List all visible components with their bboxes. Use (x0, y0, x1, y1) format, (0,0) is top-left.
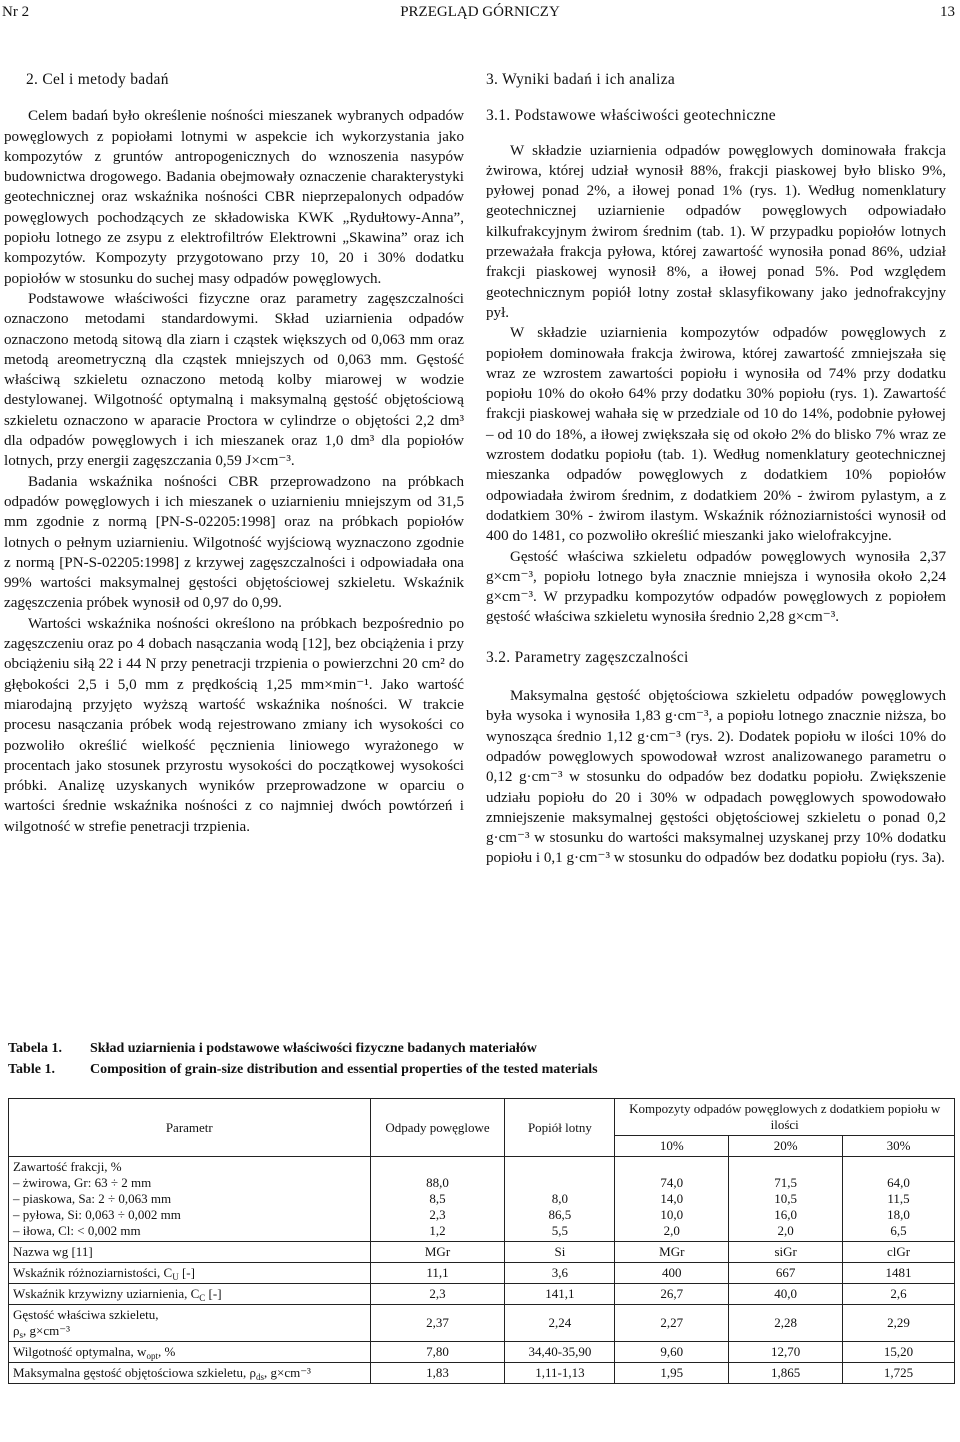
cell-value: 11,1 (370, 1263, 505, 1284)
cell-value: 7,80 (370, 1342, 505, 1363)
table-row (9, 1305, 955, 1342)
cell-value: 1,11-1,13 (505, 1363, 615, 1384)
table-caption-pl (8, 1041, 537, 1057)
cell-value: Si (505, 1242, 615, 1263)
issue-number: Nr 2 (2, 4, 30, 20)
row-label-text: Wilgotność optymalna, w (13, 1344, 147, 1359)
cell-value: 400 (615, 1263, 729, 1284)
row-label-tail: , g×cm⁻³ (23, 1323, 70, 1338)
cell-value: 26,7 (615, 1284, 729, 1305)
table-header-row (9, 1099, 955, 1136)
row-label (9, 1305, 371, 1342)
cell-value: 1,865 (729, 1363, 843, 1384)
cell-value: 1,2 (429, 1223, 446, 1238)
cell-value: 667 (729, 1263, 843, 1284)
table-row (9, 1342, 955, 1363)
fractions-popiol-cell (505, 1157, 615, 1242)
cell-value: 11,5 (887, 1191, 910, 1206)
cell-value: 1,95 (615, 1363, 729, 1384)
cell-value: 18,0 (887, 1207, 910, 1222)
cell-value: 74,0 (660, 1175, 684, 1190)
fractions-20-cell (729, 1157, 843, 1242)
cell-value: 6,5 (890, 1223, 907, 1238)
row-label-text: Wskaźnik krzywizny uziarnienia, C (13, 1286, 200, 1301)
subsection-heading-3-2: 3.2. Parametry zagęszczalności (486, 648, 689, 666)
fractions-10-cell (615, 1157, 729, 1242)
cell-value: 141,1 (505, 1284, 615, 1305)
cell-value: 12,70 (729, 1342, 843, 1363)
header-popiol: Popiół lotny (505, 1099, 615, 1157)
cell-value: 1,725 (843, 1363, 955, 1384)
table-row-fractions (9, 1157, 955, 1242)
fraction-label: – pyłowa, Si: 0,063 ÷ 0,002 mm (13, 1207, 181, 1222)
row-label-sub: U (172, 1272, 179, 1282)
fractions-label-cell (9, 1157, 371, 1242)
row-label-text: Maksymalna gęstość objętościowa szkieletu, ρ (13, 1365, 256, 1380)
cell-value: 71,5 (774, 1175, 798, 1190)
table-row (9, 1263, 955, 1284)
cell-value: 86,5 (548, 1207, 572, 1222)
cell-value: 88,0 (426, 1175, 449, 1190)
row-label (9, 1263, 371, 1284)
cell-value: clGr (843, 1242, 955, 1263)
table-caption-en (8, 1062, 598, 1078)
paragraph: Maksymalna gęstość objętościowa szkieletu odpadów powęglowych była wysoka i wynosiła 1,83 g·cm⁻³, a popiołu lotnego znacznie niższa, bo wynosząca średnio 1,12 g·cm⁻³ (rys. 2). Dodatek popiołu w ilości 10% do odpadów powęglowych spowodował wzrost analizowanego parametru o 0,12 g·cm⁻³ w stosunku do odpadów bez dodatku popiołu. Zwiększenie udziału popiołu do 20 i 30% w odpadach powęglowych spowodowało zmniejszenie maksymalnej gęstości objętościowej szkieletu o ponad 0,2 g·cm⁻³ w stosunku do wartości maksymalnej uzyskanej przy 10% dodatku popiołu i 0,1 g·cm⁻³ w stosunku do odpadów bez dodatku popiołu (rys. 3a). (486, 688, 946, 867)
cell-value: 8,0 (551, 1191, 569, 1206)
cell-value: 64,0 (887, 1175, 910, 1190)
fractions-30-cell (843, 1157, 955, 1242)
header-10: 10% (615, 1136, 729, 1157)
cell-value (509, 1175, 610, 1191)
paragraph: W składzie uziarnienia odpadów powęglowych dominowała frakcja żwirowa, której udział wynosił 88%, frakcji piaskowej było blisko 9%, pyłowej ponad 2%, a iłowej ponad 1% (rys. 1). Według nomenklatury geotechnicznej uziarnienie odpadów powęglowych odpowiadało kilkufrakcyjnym żwirom średnim (tab. 1). W przypadku popiołów lotnych przeważała frakcja pyłowa, której zawartość wynosiła ponad 86%, udział frakcji piaskowej wynosił 8%, a iłowej ponad 5%. Pod względem geotechnicznym popiół lotny został sklasyfikowany jako jednofrakcyjny pył. (486, 142, 946, 321)
table-title-en: Composition of grain-size distribution and essential properties of the tested materials (90, 1062, 598, 1077)
section-heading-3: 3. Wyniki badań i ich analiza (486, 71, 676, 88)
cell-value: 5,5 (551, 1223, 569, 1238)
cell-value: 2,24 (505, 1305, 615, 1342)
paragraph: Celem badań było określenie nośności mieszanek wybranych odpadów powęglowych z popiołami lotnymi w aspekcie ich wykorzystania jako kompozytów z gruntów antropogenicznych do wznoszenia nasypów budownictwa drogowego. Badania obejmowały oznaczenie charakterystyki geotechnicznej oraz wskaźnika nośności CBR nieprzepalonych odpadów powęglowych pochodzących ze składowiska KWK „Rydułtowy-Anna”, popiołu lotnego ze zsypu z elektrofiltrów Elektrowni „Skawina” oraz ich kompozytów. Kompozyty przygotowano przy 10, 20 i 30% dodatku popiołów w stosunku do suchej masy odpadów powęglowych. (4, 108, 464, 287)
table-number-en: Table 1. (8, 1062, 55, 1077)
cell-value: 2,3 (429, 1207, 446, 1222)
cell-value: 2,27 (615, 1305, 729, 1342)
paragraph: Wartości wskaźnika nośności określono na próbkach bezpośrednio po zagęszczeniu oraz po 4 dobach nasączania wodą [12], bez obciążenia i przy obciążeniu siłą 22 i 44 N przy penetracji trzpienia o powierzchni 20 cm² do głębokości 2,5 i 5,0 mm z prędkością 1,25 mm×min⁻¹. Jako wartość miarodajną przyjęto wyższą wartość wskaźnika nośności. W trakcie procesu nasączania próbek wodą rejestrowano zmiany ich wysokości co pozwoliło określić wielkość pęcznienia liniowego wyrażonego w procentach jako stosunek przyrostu wysokości do początkowej wysokości próbki. Analizę uzyskanych wyników przeprowadzone w oparciu o wartości średnie wskaźnika nośności z co najmniej dwóch powtórzeń i wilgotność w strefie penetracji trzpienia. (4, 615, 464, 835)
row-label-sub: ds (255, 1372, 264, 1382)
fractions-title: Zawartość frakcji, % (13, 1159, 122, 1174)
right-column (486, 70, 946, 869)
cell-value: 1481 (843, 1263, 955, 1284)
row-label (9, 1342, 371, 1363)
row-label-tail: , g×cm⁻³ (263, 1365, 311, 1380)
page-number: 13 (940, 4, 955, 20)
cell-value: 10,0 (660, 1207, 684, 1222)
row-label: Nazwa wg [11] (9, 1242, 371, 1263)
cell-value: 2,6 (843, 1284, 955, 1305)
row-label-text: Wskaźnik różnoziarnistości, C (13, 1265, 173, 1280)
header-parametr: Parametr (9, 1099, 371, 1157)
paragraph: Gęstość właściwa szkieletu odpadów powęglowych wynosiła 2,37 g×cm⁻³, popiołu lotnego była znacznie mniejsza i wynosiła około 2,24 g×cm⁻³. W przypadku kompozytów odpadów powęglowych z popiołem gęstość właściwa szkieletu wynosiła średnio 2,28 g×cm⁻³. (486, 548, 946, 626)
header-30: 30% (843, 1136, 955, 1157)
row-label-tail: [-] (178, 1265, 195, 1280)
header-20: 20% (729, 1136, 843, 1157)
table-row (9, 1284, 955, 1305)
cell-value: 15,20 (843, 1342, 955, 1363)
cell-value: 1,83 (370, 1363, 505, 1384)
paragraph: Badania wskaźnika nośności CBR przeprowadzono na próbkach odpadów powęglowych i ich mieszanek o uziarnieniu mniejszym od 31,5 mm zgodnie z normą [PN-S-02205:1998] oraz na próbkach popiołów lotnych o pełnym uziarnieniu. Wilgotność wyjściową wyznaczono zgodnie z normą [PN-S-02205:1998] z krzywej zagęszczalności i odpowiadała ona 99% wartości maksymalnej gęstości objętościowej szkieletu. Wskaźnik zagęszczenia próbek wynosił od 0,97 do 0,99. (4, 473, 464, 612)
row-label-text: Gęstość właściwa szkieletu, (13, 1307, 159, 1322)
row-label-symbol: ρ (13, 1323, 20, 1338)
table-title-pl: Skład uziarnienia i podstawowe właściwości fizyczne badanych materiałów (90, 1041, 537, 1056)
row-label (9, 1284, 371, 1305)
fractions-odpady-cell (370, 1157, 505, 1242)
cell-value: 8,5 (429, 1191, 446, 1206)
row-label-tail: [-] (205, 1286, 222, 1301)
cell-value: 2,0 (777, 1223, 794, 1238)
row-label-sub: s (19, 1330, 24, 1340)
fraction-label: – piaskowa, Sa: 2 ÷ 0,063 mm (13, 1191, 172, 1206)
cell-value: 14,0 (660, 1191, 684, 1206)
cell-value: MGr (615, 1242, 729, 1263)
table-row (9, 1242, 955, 1263)
cell-value: 2,29 (843, 1305, 955, 1342)
cell-value: 40,0 (729, 1284, 843, 1305)
cell-value: 3,6 (505, 1263, 615, 1284)
cell-value: 2,0 (663, 1223, 680, 1238)
row-label (9, 1363, 371, 1384)
cell-value: siGr (729, 1242, 843, 1263)
cell-value: 2,28 (729, 1305, 843, 1342)
page-header (0, 4, 960, 24)
fraction-label: – iłowa, Cl: < 0,002 mm (13, 1223, 141, 1238)
cell-value: 34,40-35,90 (505, 1342, 615, 1363)
table-number-pl: Tabela 1. (8, 1041, 62, 1056)
cell-value: 16,0 (774, 1207, 798, 1222)
table-row (9, 1363, 955, 1384)
properties-table (8, 1098, 955, 1384)
cell-value: 10,5 (774, 1191, 798, 1206)
paragraph: Podstawowe właściwości fizyczne oraz parametry zagęszczalności oznaczono metodami standardowymi. Skład uziarnienia odpadów oznaczono metodą sitową dla ziarn i cząstek większych od 0,063 mm oraz metodą areometryczną dla cząstek mniejszych od 0,063 mm. Gęstość właściwą szkieletu oznaczono metodą kolby miarowej w wodzie destylowanej. Wilgotność optymalną i maksymalną gęstość objętościową szkieletu oznaczono w aparacie Proctora w cylindrze o objętości 2,2 dm³ dla odpadów powęglowych i ich mieszanek oraz 1,0 dm³ dla popiołów lotnych, przy energii zagęszczania 0,59 J×cm⁻³. (4, 290, 464, 470)
header-kompozyty: Kompozyty odpadów powęglowych z dodatkiem popiołu w ilości (615, 1099, 955, 1136)
paragraph: W składzie uziarnienia kompozytów odpadów powęglowych z popiołem dominowała frakcja żwirowa, której zawartość zmniejszała się wraz ze wzrostem zawartości popiołu i wynosiła od 74% przy dodatku popiołu 10% do około 64% przy dodatku 30% popiołu (rys. 1). Zawartość frakcji piaskowej wahała się w przedziale od 10 do 14%, podobnie pyłowej – od 10 do 18%, a iłowej zwiększała się od około 2% do blisko 7% wraz ze wzrostem dodatku popiołu (tab. 1). Według nomenklatury geotechnicznej mieszanka odpadów powęglowych z dodatkiem 10% popiołów odpowiadała żwirom średnim, z dodatkiem 20% - żwirom pylastym, a z dodatkiem 30% - żwirom ilastym. Wskaźnik różnoziarnistości wynosił od 400 do 1481, co pozwoliło określić mieszanki jako wielofrakcyjne. (486, 325, 946, 545)
row-label-sub: opt (146, 1351, 158, 1361)
row-label-tail: , % (157, 1344, 176, 1359)
fraction-label: – żwirowa, Gr: 63 ÷ 2 mm (13, 1175, 152, 1190)
left-column (4, 70, 464, 837)
section-heading-2: 2. Cel i metody badań (26, 71, 169, 88)
subsection-heading-3-1: 3.1. Podstawowe właściwości geotechniczne (486, 107, 776, 125)
cell-value: 2,37 (370, 1305, 505, 1342)
header-odpady: Odpady powęglowe (370, 1099, 505, 1157)
cell-value: MGr (370, 1242, 505, 1263)
row-label-sub: C (199, 1293, 206, 1303)
cell-value: 9,60 (615, 1342, 729, 1363)
journal-title: PRZEGLĄD GÓRNICZY (400, 4, 560, 20)
cell-value: 2,3 (370, 1284, 505, 1305)
